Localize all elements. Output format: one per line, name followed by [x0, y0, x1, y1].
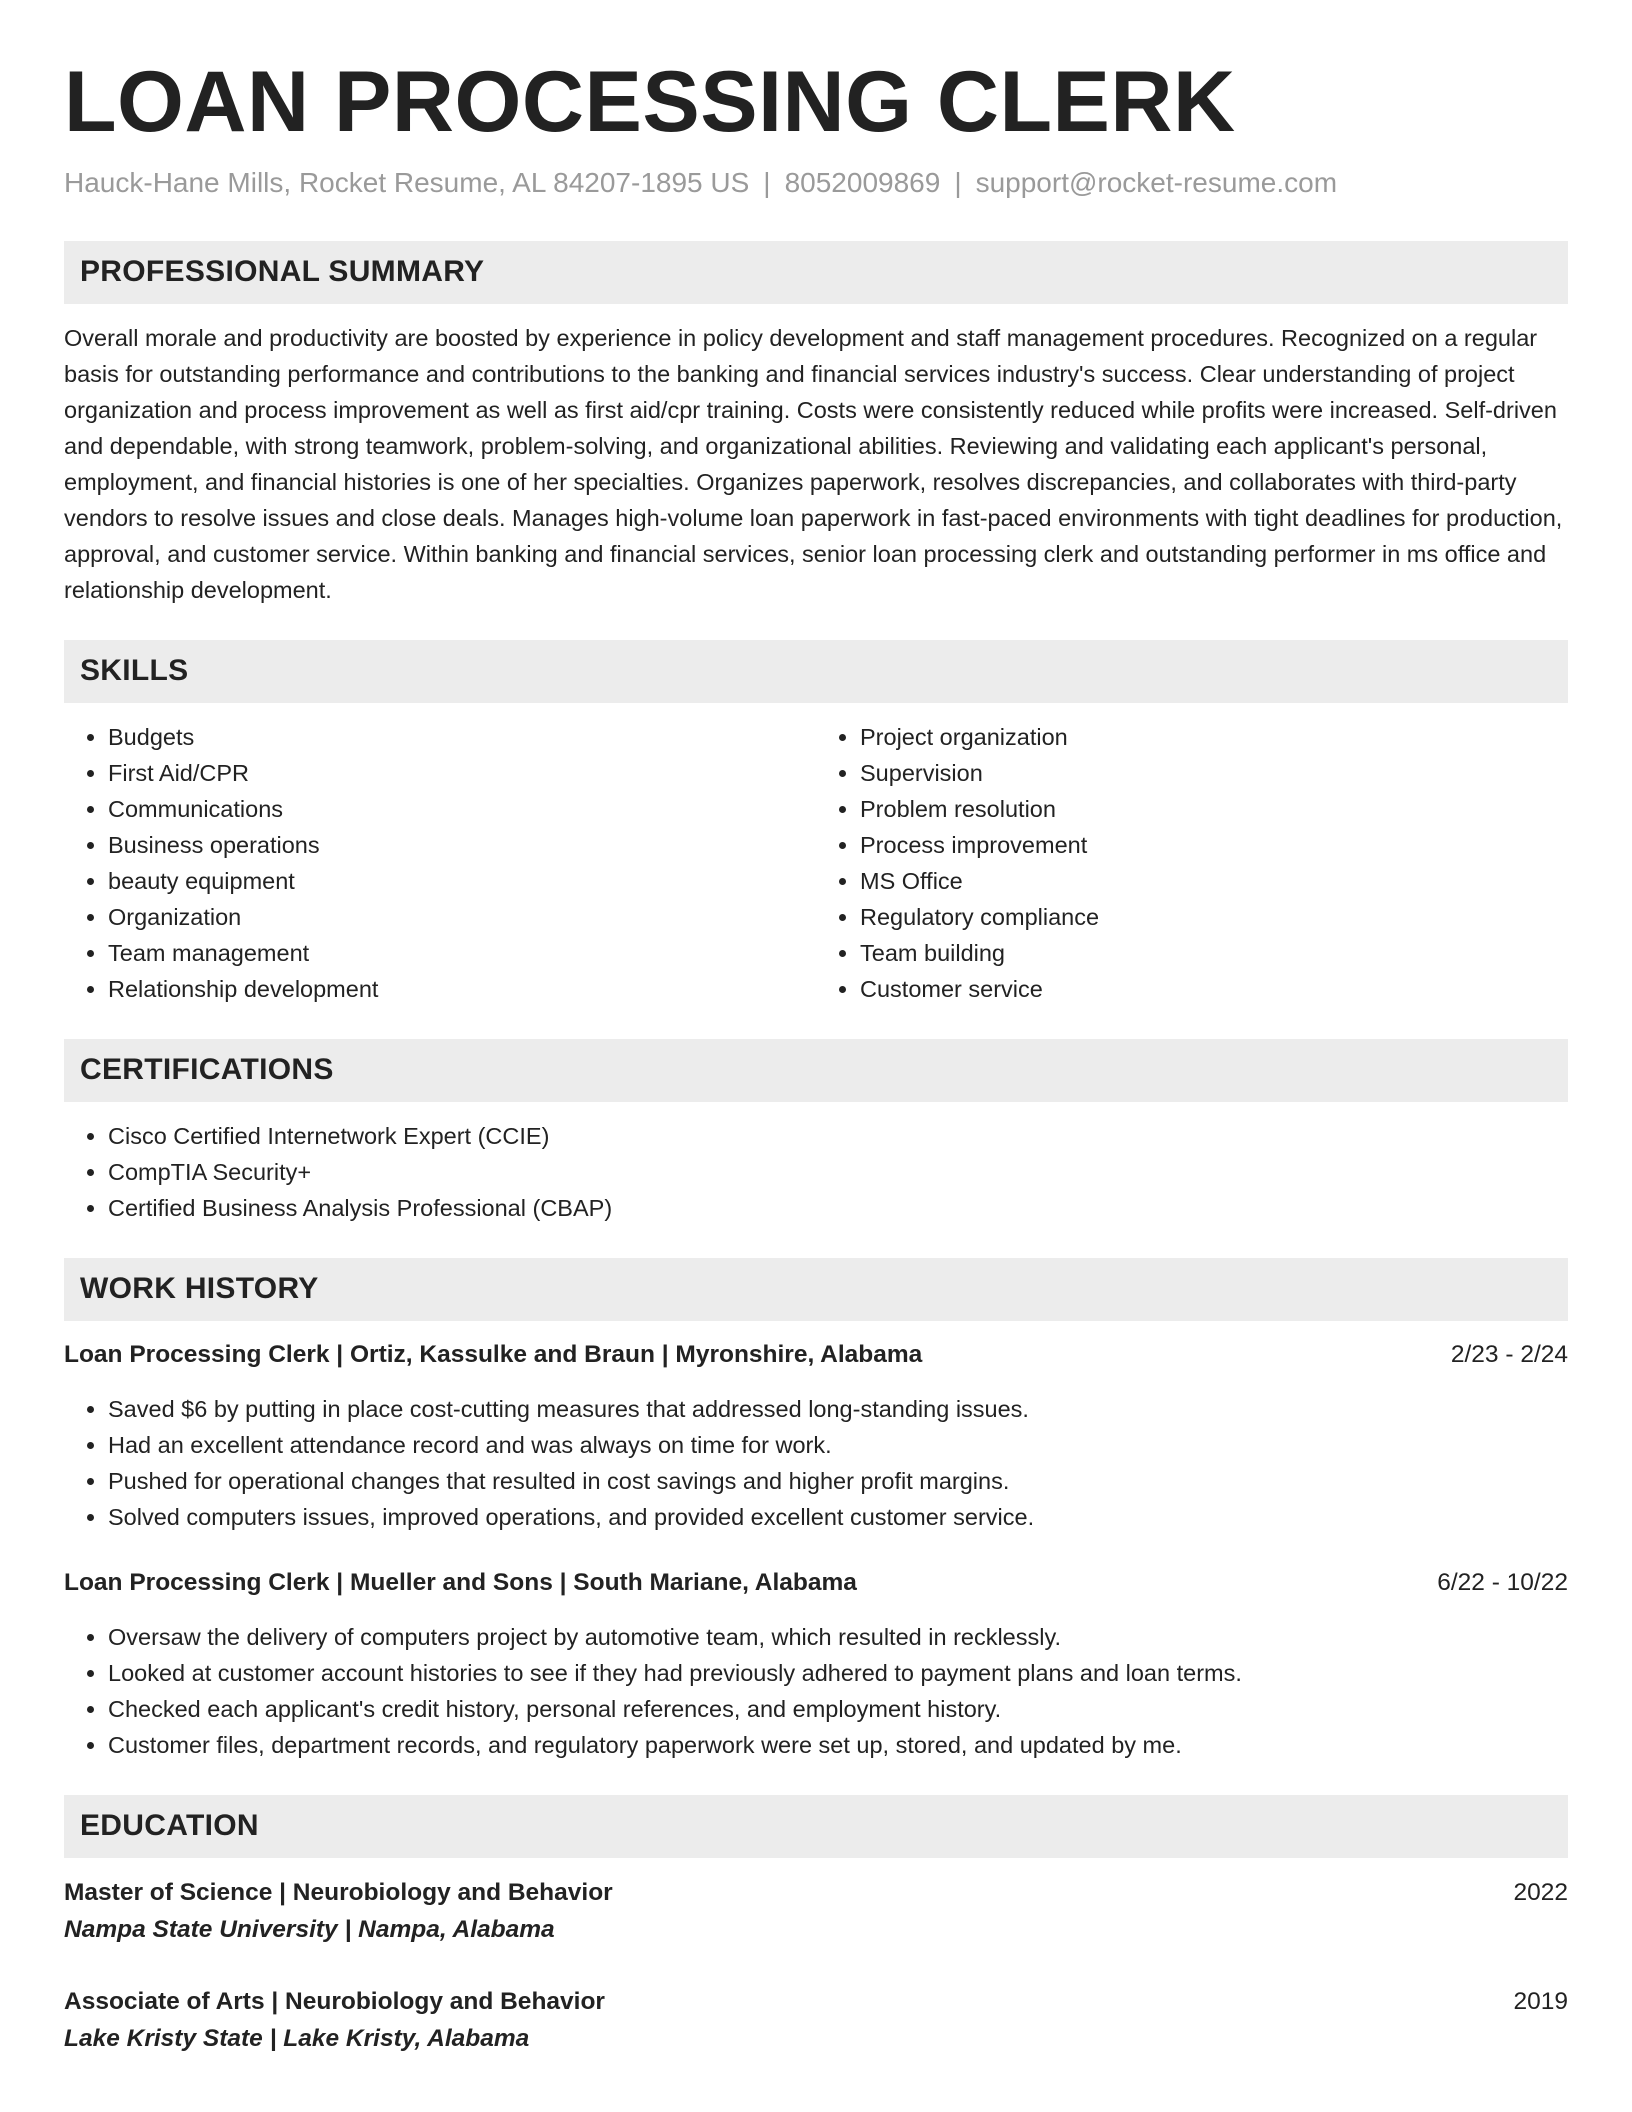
job-dates: 6/22 - 10/22 [1437, 1568, 1568, 1596]
skill-item: • Relationship development [108, 971, 816, 1007]
job-title: Loan Processing Clerk | Mueller and Sons | South Mariane, Alabama [64, 1568, 857, 1596]
education-entry [64, 1983, 1568, 2057]
skills-list-right [816, 719, 1568, 1007]
skill-item: • First Aid/CPR [108, 755, 816, 791]
job-bullet: • Customer files, department records, and regulatory paperwork were set up, stored, and updated by me. [108, 1727, 1568, 1763]
skill-item: • Team building [860, 935, 1568, 971]
skill-item: • Supervision [860, 755, 1568, 791]
job-title: Loan Processing Clerk | Ortiz, Kassulke and Braun | Myronshire, Alabama [64, 1340, 923, 1368]
certification-item: • Cisco Certified Internetwork Expert (CCIE) [108, 1118, 1568, 1154]
resume-title: LOAN PROCESSING CLERK [64, 54, 1236, 150]
job-entry [64, 1337, 1568, 1535]
job-heading-row [64, 1565, 1568, 1601]
job-bullet: • Solved computers issues, improved operations, and provided excellent customer service. [108, 1499, 1568, 1535]
job-bullet: • Saved $6 by putting in place cost-cutting measures that addressed long-standing issues. [108, 1391, 1568, 1427]
work-history-section-header: WORK HISTORY [64, 1258, 1568, 1321]
job-bullet: • Had an excellent attendance record and was always on time for work. [108, 1427, 1568, 1463]
certification-item: • Certified Business Analysis Professional (CBAP) [108, 1190, 1568, 1226]
job-bullet: • Looked at customer account histories to see if they had previously adhered to payment plans and loan terms. [108, 1655, 1568, 1691]
education-degree: Associate of Arts | Neurobiology and Behavior [64, 1987, 605, 2015]
education-year: 2022 [1513, 1878, 1568, 1906]
skill-item: • beauty equipment [108, 863, 816, 899]
summary-text: Overall morale and productivity are boosted by experience in policy development and staff management procedures. Recognized on a regular basis for outstanding performance and contributions to the banking and financial services industry's success. Clear understanding of project organization and process improvement as well as first aid/cpr training. Costs were consistently reduced while profits were increased. Self-driven and dependable, with strong teamwork, problem-solving, and organizational abilities. Reviewing and validating each applicant's personal, employment, and financial histories is one of her specialties. Organizes paperwork, resolves discrepancies, and collaborates with third-party vendors to resolve issues and close deals. Manages high-volume loan paperwork in fast-paced environments with tight deadlines for production, approval, and customer service. Within banking and financial services, senior loan processing clerk and outstanding performer in ms office and relationship development. [64, 324, 1563, 603]
skill-item: • Communications [108, 791, 816, 827]
skill-item: • MS Office [860, 863, 1568, 899]
certification-item: • CompTIA Security+ [108, 1154, 1568, 1190]
contact-email: support@rocket-resume.com [975, 166, 1338, 198]
education-section-header: EDUCATION [64, 1795, 1568, 1858]
skill-item: • Process improvement [860, 827, 1568, 863]
education-school: Nampa State University | Nampa, Alabama [64, 1915, 555, 1943]
skill-item: • Regulatory compliance [860, 899, 1568, 935]
skill-item: • Customer service [860, 971, 1568, 1007]
contact-line [64, 167, 1568, 199]
skills-list-left [64, 719, 816, 1007]
job-bullet: • Oversaw the delivery of computers project by automotive team, which resulted in recklessly. [108, 1619, 1568, 1655]
contact-phone: 8052009869 [784, 166, 941, 198]
job-bullet: • Checked each applicant's credit history, personal references, and employment history. [108, 1691, 1568, 1727]
education-year: 2019 [1513, 1987, 1568, 2015]
job-bullet: • Pushed for operational changes that resulted in cost savings and higher profit margins. [108, 1463, 1568, 1499]
contact-separator: | [763, 166, 771, 198]
job-heading-row [64, 1337, 1568, 1373]
skill-item: • Problem resolution [860, 791, 1568, 827]
education-school: Lake Kristy State | Lake Kristy, Alabama [64, 2024, 530, 2052]
job-entry [64, 1565, 1568, 1763]
education-heading-row [64, 1983, 1568, 2020]
skills-grid [64, 719, 1568, 1007]
contact-separator: | [954, 166, 962, 198]
job-dates: 2/23 - 2/24 [1450, 1340, 1568, 1368]
job-bullets [64, 1391, 1568, 1535]
skill-item: • Budgets [108, 719, 816, 755]
job-bullets [64, 1619, 1568, 1763]
skill-item: • Team management [108, 935, 816, 971]
skills-section-header: SKILLS [64, 640, 1568, 703]
education-heading-row [64, 1874, 1568, 1911]
certifications-list [64, 1118, 1568, 1226]
skill-item: • Organization [108, 899, 816, 935]
education-entry [64, 1874, 1568, 1948]
certifications-section-header: CERTIFICATIONS [64, 1039, 1568, 1102]
education-degree: Master of Science | Neurobiology and Behavior [64, 1878, 613, 1906]
skill-item: • Business operations [108, 827, 816, 863]
skill-item: • Project organization [860, 719, 1568, 755]
summary-section-header: PROFESSIONAL SUMMARY [64, 241, 1568, 304]
contact-address: Hauck-Hane Mills, Rocket Resume, AL 84207-1895 US [64, 166, 750, 198]
